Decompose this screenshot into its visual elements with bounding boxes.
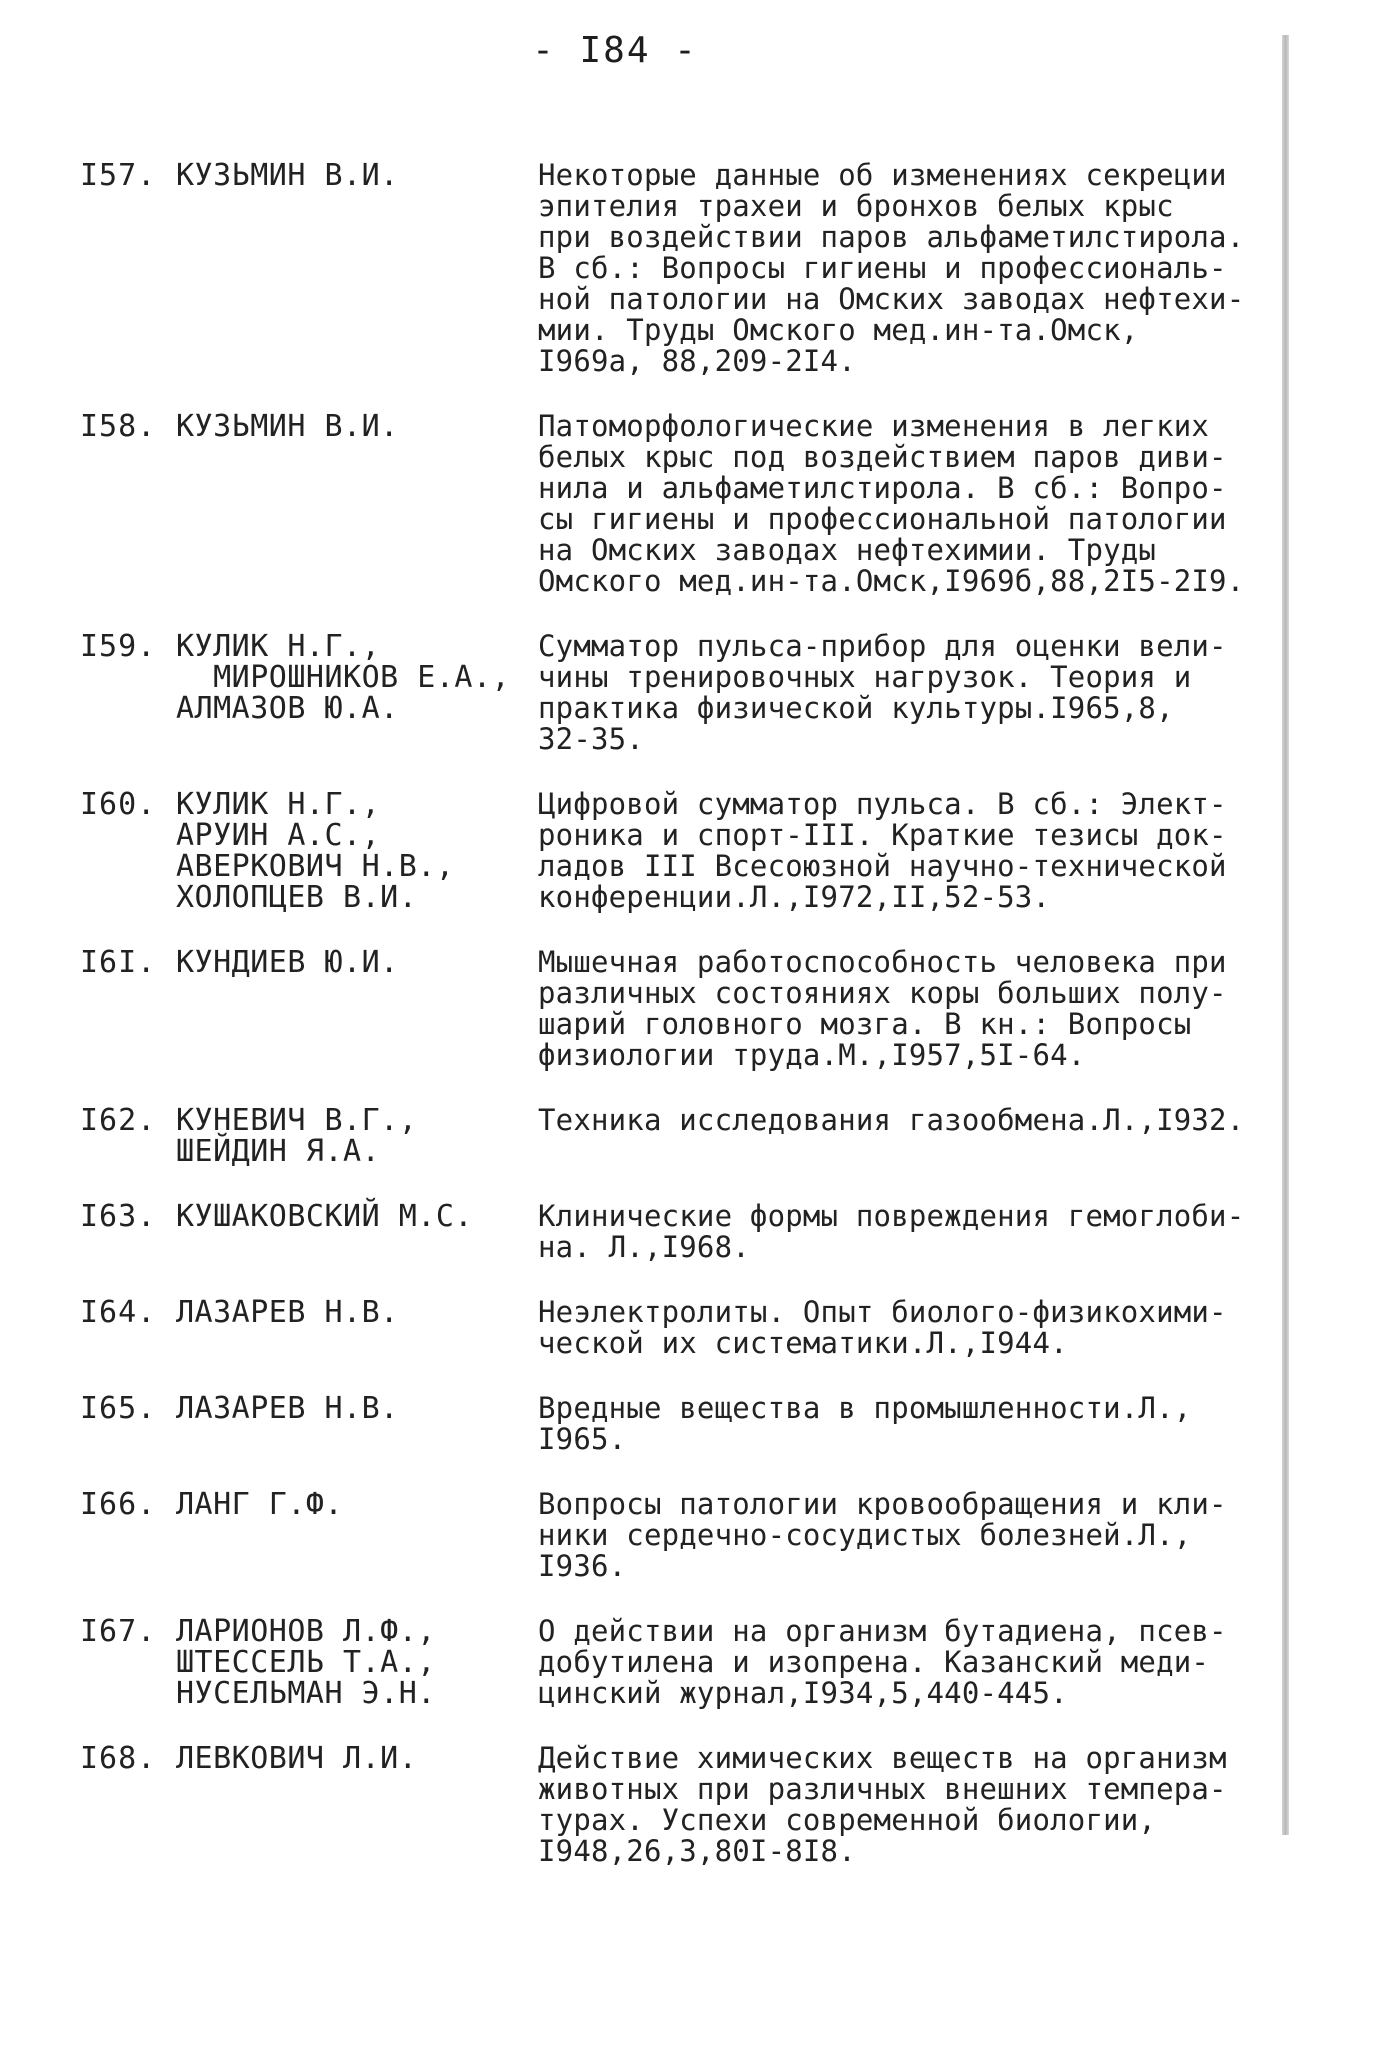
bibliography-entry	[80, 947, 1280, 1071]
citation-line: роника и спорт-III. Краткие тезисы док-	[538, 818, 1227, 852]
author-name: КУЛИК Н.Г.,	[176, 629, 381, 664]
entry-authors	[176, 631, 538, 755]
entry-number: I6I.	[80, 945, 157, 980]
author-name: ЛАРИОНОВ Л.Ф.,	[176, 1614, 436, 1649]
citation-line: Клинические формы повреждения гемоглоби-	[538, 1199, 1245, 1233]
bibliography-entry	[80, 1743, 1280, 1867]
citation-line: мии. Труды Омского мед.ин-та.Омск,	[538, 313, 1139, 347]
author-name: АВЕРКОВИЧ Н.В.,	[176, 849, 455, 884]
entry-citation	[538, 411, 1280, 597]
entry-citation	[538, 1201, 1280, 1263]
entry-citation	[538, 789, 1280, 913]
entry-number: I57.	[80, 158, 157, 193]
author-name: АЛМАЗОВ Ю.А.	[176, 691, 399, 726]
citation-line: Цифровой сумматор пульса. В сб.: Элект-	[538, 787, 1227, 821]
author-name: ШЕЙДИН Я.А.	[176, 1134, 381, 1169]
author-name: КУНЕВИЧ В.Г.,	[176, 1103, 418, 1138]
citation-line: Вопросы патологии кровообращения и кли-	[538, 1487, 1227, 1521]
citation-line: ческой их систематики.Л.,I944.	[538, 1326, 1068, 1360]
bibliography-entry	[80, 411, 1280, 597]
entry-authors	[176, 789, 538, 913]
bibliography-entry	[80, 1616, 1280, 1709]
entry-number: I62.	[80, 1103, 157, 1138]
citation-line: различных состояниях коры больших полу-	[538, 976, 1227, 1010]
entry-number: I68.	[80, 1741, 157, 1776]
citation-line: при воздействии паров альфаметилстирола.	[538, 220, 1245, 254]
bibliography-entry	[80, 789, 1280, 913]
author-name: ЛАНГ Г.Ф.	[176, 1487, 344, 1522]
citation-line: 32-35.	[538, 722, 644, 756]
author-name: КУЛИК Н.Г.,	[176, 787, 381, 822]
page-number: - I84 -	[532, 30, 698, 71]
citation-line: Мышечная работоспособность человека при	[538, 945, 1227, 979]
citation-line: добутилена и изопрена. Казанский меди-	[538, 1645, 1210, 1679]
entry-authors	[176, 1201, 538, 1263]
citation-line: нила и альфаметилстирола. В сб.: Вопро-	[538, 471, 1227, 505]
author-name: ШТЕССЕЛЬ Т.А.,	[176, 1645, 436, 1680]
entry-number: I63.	[80, 1199, 157, 1234]
citation-line: Вредные вещества в промышленности.Л.,	[538, 1391, 1192, 1425]
citation-line: I965.	[538, 1422, 627, 1456]
entry-authors	[176, 1297, 538, 1359]
citation-line: Сумматор пульса-прибор для оценки вели-	[538, 629, 1227, 663]
margin-line	[1282, 35, 1289, 1835]
citation-line: I969а, 88,209-2I4.	[538, 344, 856, 378]
citation-line: I936.	[538, 1549, 627, 1583]
entry-number: I65.	[80, 1391, 157, 1426]
citation-line: Неэлектролиты. Опыт биолого-физикохими-	[538, 1295, 1227, 1329]
citation-line: физиологии труда.М.,I957,5I-64.	[538, 1038, 1086, 1072]
citation-line: ладов III Всесоюзной научно-технической	[538, 849, 1227, 883]
author-name: МИРОШНИКОВ Е.А.,	[176, 660, 511, 695]
citation-line: I948,26,3,80I-8I8.	[538, 1834, 856, 1868]
bibliography-entry	[80, 1489, 1280, 1582]
author-name: ХОЛОПЦЕВ В.И.	[176, 880, 418, 915]
author-name: КУЗЬМИН В.И.	[176, 158, 399, 193]
bibliography-entry	[80, 1201, 1280, 1263]
author-name: КУШАКОВСКИЙ М.С.	[176, 1199, 473, 1234]
citation-line: на Омских заводах нефтехимии. Труды	[538, 533, 1157, 567]
entry-citation	[538, 1743, 1280, 1867]
entry-authors	[176, 1616, 538, 1709]
bibliography-entry	[80, 1393, 1280, 1455]
citation-line: Действие химических веществ на организм	[538, 1741, 1227, 1775]
entry-number: I60.	[80, 787, 157, 822]
entry-authors	[176, 947, 538, 1071]
citation-line: Омского мед.ин-та.Омск,I969б,88,2I5-2I9.	[538, 564, 1245, 598]
entry-number: I67.	[80, 1614, 157, 1649]
entry-citation	[538, 1489, 1280, 1582]
entry-citation	[538, 160, 1280, 377]
author-name: ЛАЗАРЕВ Н.В.	[176, 1391, 399, 1426]
citation-line: конференции.Л.,I972,II,52-53.	[538, 880, 1051, 914]
bibliography-entry	[80, 160, 1280, 377]
author-name: АРУИН А.С.,	[176, 818, 381, 853]
citation-line: чины тренировочных нагрузок. Теория и	[538, 660, 1192, 694]
entry-authors	[176, 1489, 538, 1582]
citation-line: цинский журнал,I934,5,440-445.	[538, 1676, 1068, 1710]
entry-authors	[176, 1105, 538, 1167]
citation-line: турах. Успехи современной биологии,	[538, 1803, 1157, 1837]
entry-number: I64.	[80, 1295, 157, 1330]
citation-line: О действии на организм бутадиена, псев-	[538, 1614, 1227, 1648]
entry-citation	[538, 1393, 1280, 1455]
entry-citation	[538, 1105, 1280, 1167]
bibliography-entry	[80, 1297, 1280, 1359]
entry-authors	[176, 411, 538, 597]
entry-citation	[538, 1616, 1280, 1709]
citation-line: Некоторые данные об изменениях секреции	[538, 158, 1227, 192]
entry-citation	[538, 1297, 1280, 1359]
citation-line: практика физической культуры.I965,8,	[538, 691, 1174, 725]
citation-line: эпителия трахеи и бронхов белых крыс	[538, 189, 1174, 223]
entry-citation	[538, 631, 1280, 755]
entry-citation	[538, 947, 1280, 1071]
citation-line: ники сердечно-сосудистых болезней.Л.,	[538, 1518, 1192, 1552]
entry-number: I66.	[80, 1487, 157, 1522]
citation-line: сы гигиены и профессиональной патологии	[538, 502, 1227, 536]
author-name: НУСЕЛЬМАН Э.Н.	[176, 1676, 436, 1711]
citation-line: ной патологии на Омских заводах нефтехи-	[538, 282, 1245, 316]
entry-authors	[176, 160, 538, 377]
citation-line: В сб.: Вопросы гигиены и профессиональ-	[538, 251, 1227, 285]
citation-line: животных при различных внешних темпера-	[538, 1772, 1227, 1806]
bibliography-list	[80, 160, 1280, 1901]
citation-line: Техника исследования газообмена.Л.,I932.	[538, 1103, 1245, 1137]
author-name: КУЗЬМИН В.И.	[176, 409, 399, 444]
author-name: ЛЕВКОВИЧ Л.И.	[176, 1741, 418, 1776]
entry-authors	[176, 1743, 538, 1867]
bibliography-entry	[80, 1105, 1280, 1167]
citation-line: на. Л.,I968.	[538, 1230, 750, 1264]
entry-authors	[176, 1393, 538, 1455]
entry-number: I58.	[80, 409, 157, 444]
author-name: КУНДИЕВ Ю.И.	[176, 945, 399, 980]
citation-line: Патоморфологические изменения в легких	[538, 409, 1210, 443]
bibliography-entry	[80, 631, 1280, 755]
citation-line: шарий головного мозга. В кн.: Вопросы	[538, 1007, 1192, 1041]
citation-line: белых крыс под воздействием паров диви-	[538, 440, 1227, 474]
entry-number: I59.	[80, 629, 157, 664]
author-name: ЛАЗАРЕВ Н.В.	[176, 1295, 399, 1330]
